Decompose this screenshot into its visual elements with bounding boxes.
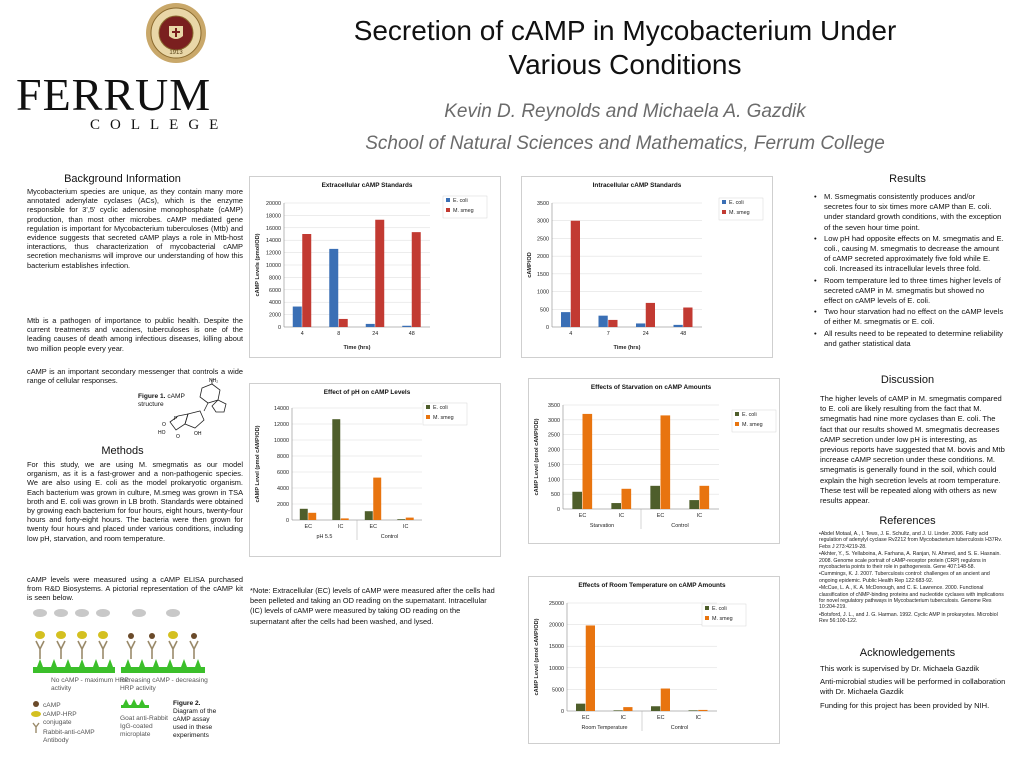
figure-1-text: cAMP structure: [138, 393, 185, 408]
chart-title: Extracellular cAMP Standards: [321, 182, 413, 189]
poster-title: [265, 14, 985, 82]
y-axis-label: cAMP Level (pmol cAMP/OD): [534, 618, 540, 696]
bar: [700, 486, 710, 509]
y-tick-label: 2500: [537, 236, 549, 243]
chart-title: Effects of Room Temperature on cAMP Amounts: [578, 582, 726, 589]
legend-label: E. coli: [453, 198, 468, 204]
legend-label: M. smeg: [433, 415, 454, 421]
y-tick-label: 1500: [548, 462, 560, 469]
background-paragraph-3: cAMP is an important secondary messenger that controls a wide range of cellular responses.: [27, 367, 243, 386]
legend-swatch: [735, 412, 739, 416]
bar: [308, 513, 316, 520]
y-tick-label: 500: [540, 307, 549, 314]
bar: [651, 706, 660, 711]
bar: [614, 710, 623, 711]
bar: [373, 478, 381, 520]
y-tick-label: 12000: [274, 422, 289, 428]
group-label: Control: [671, 523, 689, 529]
bar: [622, 489, 632, 509]
reference-5: •Botsford, J. L., and J. G. Harman. 1992. Cyclic AMP in prokaryotes. Microbiol Rev 56:100-122.: [819, 611, 998, 625]
y-tick-label: 0: [557, 507, 560, 513]
bar: [375, 220, 384, 327]
bar: [599, 316, 608, 327]
chart-legend: [702, 604, 746, 626]
y-tick-label: 10000: [549, 665, 564, 672]
x-tick-label: EC: [657, 715, 665, 721]
reference-4: •McCue, L. A., K. A. McDonough, and C. E. Lawrence. 2000. Functional classification of cNMP-binding proteins and nucleotide cyclases with implications for novel regulatory pathways in Mycobacterium tuberculosis. Genome Res 10:204-219.: [819, 585, 1004, 611]
y-tick-label: 18000: [266, 213, 281, 220]
background-paragraph-1: Mycobacterium species are unique, as they contain many more annotated adenylate cyclases (ACs), which is the enzyme responsible for 3',5' cyclic adenosine monophosphate (cAMP) production, than most other microbes. cAMP mediated gene regulation is important for Mycobacterium tuberculoses (Mtb) and evidence suggests that secreted cAMP plays a role in Mtb-host interactions, thus characterization of mycobacterial cAMP secretion mechanisms will improve our understanding of how this bacterium establishes infection.: [27, 187, 243, 270]
y-tick-label: 0: [561, 709, 564, 715]
chart-room-temperature-effect: [528, 576, 780, 744]
legend-swatch: [446, 198, 450, 202]
y-tick-label: 6000: [269, 287, 281, 294]
y-tick-label: 25000: [549, 601, 564, 607]
poster-school: School of Natural Sciences and Mathematics, Ferrum College: [365, 133, 885, 154]
methods-paragraph-1: For this study, we are using M. smegmatis as our model organism, as it is a fast-grower and a non-pathogenic species. We are also using E. coli as the model prokaryotic organism. Each bacterium was grown in culture, M.smeg was grown in TSA broth and E. coli was grown in LB broth. Standards were obtained by growing each bacterium for four hours, eight hours, twenty-four hours and forty-eight hours. The bacteria were then grown for twenty four hours and placed under various conditions, including low pH, starvation, and room temperature.: [27, 460, 243, 543]
ack-3: Funding for this project has been provided by NIH.: [820, 700, 990, 710]
bar: [341, 518, 349, 520]
bar: [586, 625, 595, 711]
legend-goat-plate: Goat anti-Rabbit IgG-coated microplate: [120, 715, 169, 738]
legend-label: M. smeg: [729, 210, 750, 216]
methods-heading: Methods: [101, 445, 144, 457]
legend-swatch: [735, 422, 739, 426]
legend-label: M. smeg: [453, 208, 474, 214]
y-tick-label: 10000: [266, 263, 281, 269]
y-tick-label: 6000: [277, 470, 289, 476]
results-bullet-2: • Low pH had opposite effects on M. smegmatis and E. coli., causing M. smegmatis to decrease the amount of cAMP secreted approximately five fold while E. coli. Increased its intracellular levels three fold.: [814, 234, 1004, 275]
legend-swatch: [722, 210, 726, 214]
chart-intracellular-svg: [522, 177, 772, 357]
x-tick-label: 8: [337, 331, 341, 337]
chart-ph-svg: [250, 384, 500, 556]
results-bullet-5: • All results need to be repeated to determine reliability and gather statistical data: [814, 329, 1004, 349]
x-tick-label: IC: [695, 715, 701, 721]
diagram-left-label: No cAMP - maximum HRP activity: [51, 677, 129, 692]
y-tick-label: 12000: [266, 250, 281, 257]
logo-wordmark: FERRUM: [16, 69, 212, 120]
figure-2-caption: [173, 700, 223, 740]
y-tick-label: 2000: [269, 312, 281, 319]
bar: [300, 509, 308, 520]
results-bullet-3: • Room temperature led to three times higher levels of secreted cAMP in M. smegmatis but showed no effect on cAMP levels of E. coli.: [814, 276, 1004, 307]
x-tick-label: IC: [696, 513, 703, 519]
x-tick-label: IC: [618, 513, 625, 519]
y-tick-label: 14000: [274, 406, 289, 412]
bar: [611, 503, 621, 509]
legend-swatch: [705, 616, 709, 620]
figure-1-label: Figure 1.: [138, 393, 166, 400]
bar: [339, 319, 348, 327]
y-tick-label: 3500: [548, 403, 560, 409]
reference-3: •Cummings, K. J. 2007. Tuberculosis control: challenges of an ancient and ongoing epidemic. Public Health Rep 122:683-92.: [819, 571, 990, 584]
svg-text:P: P: [174, 416, 178, 422]
y-tick-label: 0: [286, 518, 289, 524]
y-tick-label: 20000: [266, 201, 281, 207]
svg-text:O: O: [162, 422, 166, 428]
svg-text:HO: HO: [158, 430, 166, 436]
chart-legend: [423, 403, 467, 425]
legend-label: E. coli: [742, 412, 757, 418]
group-label: pH 5.5: [316, 534, 333, 540]
bar: [583, 414, 593, 509]
y-tick-label: 8000: [269, 275, 281, 282]
x-axis-label: Time (hrs): [613, 345, 641, 351]
y-tick-label: 1000: [548, 477, 560, 484]
results-heading: Results: [889, 173, 926, 185]
legend-label: M. smeg: [712, 616, 733, 622]
bar: [329, 249, 338, 327]
bar: [561, 312, 570, 327]
college-seal-icon: [145, 2, 207, 64]
y-tick-label: 2000: [277, 502, 289, 508]
bar: [576, 704, 585, 711]
references-list: [819, 531, 1007, 626]
bar: [571, 221, 580, 327]
y-axis-label: cAMP Level (pmol cAMP/OD): [255, 425, 261, 503]
group-label: Starvation: [589, 523, 615, 529]
bar: [683, 308, 692, 327]
svg-text:O: O: [176, 434, 180, 440]
acknowledgements-text: [820, 664, 1006, 711]
x-tick-label: EC: [369, 524, 377, 530]
y-tick-label: 3500: [537, 201, 549, 207]
measurement-note: *Note: Extracellular (EC) levels of cAMP were measured after the cells had been pelleted and taking an OD reading on the supernatant. Intracellular (IC) levels of cAMP were measured by taking OD reading on the supernatant after the cells had been washed, and lysed.: [250, 586, 495, 626]
x-tick-label: 4: [569, 331, 573, 337]
bar: [365, 511, 373, 520]
chart-ph-effect: [249, 383, 501, 557]
bar: [366, 324, 375, 327]
title-line-1: Secretion of cAMP in Mycobacterium Under: [353, 15, 897, 46]
chart-intracellular-standards: [521, 176, 773, 358]
poster-authors: Kevin D. Reynolds and Michaela A. Gazdik: [444, 101, 806, 122]
y-tick-label: 20000: [549, 622, 564, 629]
legend-label: E. coli: [729, 200, 744, 206]
logo-college: COLLEGE: [90, 117, 229, 133]
y-tick-label: 2000: [548, 447, 560, 454]
x-tick-label: IC: [620, 715, 626, 721]
results-list: [814, 192, 1004, 350]
bar: [674, 325, 683, 327]
y-tick-label: 2000: [537, 254, 549, 261]
legend-swatch: [426, 405, 430, 409]
x-tick-label: 48: [680, 331, 687, 337]
chart-legend: [443, 196, 487, 218]
y-tick-label: 16000: [266, 225, 281, 232]
y-tick-label: 15000: [549, 644, 564, 651]
y-tick-label: 1500: [537, 271, 549, 278]
y-tick-label: 4000: [269, 300, 281, 307]
y-tick-label: 14000: [266, 238, 281, 245]
camp-structure-diagram: [140, 378, 240, 440]
bar: [302, 234, 311, 327]
results-bullet-1: • M. Ssmegmatis consistently produces and/or secretes four to six times more cAMP than E. coli. under standard growth conditions, with the exception of the seven hour time point.: [814, 192, 1004, 233]
y-tick-label: 3000: [548, 417, 560, 424]
x-tick-label: 24: [642, 331, 649, 337]
chart-room-temperature-svg: [529, 577, 779, 743]
y-tick-label: 0: [546, 325, 549, 331]
background-heading: Background Information: [64, 173, 181, 185]
bar: [689, 710, 698, 711]
bar: [689, 500, 699, 509]
x-axis-label: Time (hrs): [343, 345, 371, 351]
y-tick-label: 5000: [552, 687, 564, 694]
bar: [572, 492, 582, 509]
diagram-right-label: Increasing cAMP - decreasing HRP activity: [120, 677, 208, 692]
figure-2-text: Diagram of the cAMP assay used in these experiments: [173, 708, 217, 739]
x-tick-label: EC: [582, 715, 590, 721]
ferrum-college-logo: [8, 0, 240, 140]
discussion-heading: Discussion: [880, 374, 935, 386]
chart-legend: [719, 198, 763, 220]
x-tick-label: 4: [300, 331, 304, 337]
bar: [650, 486, 660, 509]
svg-text:OH: OH: [194, 431, 202, 437]
bar: [661, 689, 670, 711]
results-bullet-4: • Two hour starvation had no effect on the cAMP levels of either M. smegmatis or E. coli.: [814, 307, 1004, 327]
reference-1: •Abdel Motaal, A., I. Tews, J. E. Schultz, and J. U. Linder. 2006. Fatty acid regulation of adenylyl cyclase Rv2212 from Mycobacterium tuberculosis H37Rv. Febs J 273:4219-28.: [819, 531, 1002, 550]
methods-paragraph-2: cAMP levels were measured using a cAMP ELISA purchased from R&D Biosystems. A pictorial representation of the cAMP kit is seen below.: [27, 575, 243, 603]
y-tick-label: 500: [551, 492, 560, 499]
svg-text:NH₂: NH₂: [209, 378, 219, 384]
x-tick-label: EC: [578, 513, 587, 519]
legend-swatch: [426, 415, 430, 419]
bar: [661, 415, 671, 509]
x-tick-label: EC: [656, 513, 665, 519]
x-tick-label: EC: [304, 524, 312, 530]
bar: [608, 320, 617, 327]
legend-label: E. coli: [712, 606, 727, 612]
chart-extracellular-svg: [250, 177, 500, 357]
legend-camp-hrp: cAMP-HRP conjugate: [43, 711, 77, 726]
chart-title: Effect of pH on cAMP Levels: [323, 389, 411, 396]
chart-legend: [732, 410, 776, 432]
title-line-2: Various Conditions: [508, 49, 742, 80]
seal-year: 1913: [169, 50, 183, 56]
x-tick-label: 24: [372, 331, 379, 337]
reference-2: •Akhter, Y., S. Yellaboina, A. Farhana, A. Ranjan, N. Ahmed, and S. E. Hasnain. 2008. Genome scale portrait of cAMP-receptor protein (CRP) regulons in mycobacteria points to their role in pathogenesis. Gene 407:148-58.: [819, 551, 1001, 571]
ack-1: This work is supervised by Dr. Michaela Gazdik: [820, 664, 980, 673]
group-label: Room Temperature: [581, 725, 628, 731]
y-tick-label: 3000: [537, 218, 549, 225]
acknowledgements-heading: Acknowledgements: [859, 647, 956, 659]
chart-title: Intracellular cAMP Standards: [592, 182, 682, 189]
bar: [412, 232, 421, 327]
group-label: Control: [380, 534, 399, 540]
y-tick-label: 1000: [537, 289, 549, 296]
bar: [646, 303, 655, 327]
bar: [293, 307, 302, 327]
legend-label: M. smeg: [742, 422, 763, 428]
y-axis-label: cAMP/OD: [527, 252, 533, 278]
y-tick-label: 4000: [277, 486, 289, 492]
background-paragraph-2: Mtb is a pathogen of importance to public health. Despite the current treatments and vaccines, tuberculoses is one of the leading causes of death among infectious diseases, killing about two million people every year.: [27, 316, 243, 353]
bar: [332, 419, 340, 520]
bar: [402, 326, 411, 327]
discussion-text: The higher levels of cAMP in M. smegmatis compared to E. coli are likely resulting from the fact that M. smegmatis had nine more cyclases than E. coli. The fact that our results showed M. smegmatis decreases cAMP secretion under low pH is interesting, as previous reports have suggested that M. bovis and Mtb increase cAMP secretion under these conditions. M. smegmatis is generally found in the soil, which could explain the high secretion levels at room temperature. These test will be repeated along with others as new results appear.: [820, 394, 1005, 506]
chart-extracellular-standards: [249, 176, 501, 358]
figure-2-label: Figure 2.: [173, 700, 201, 707]
bar: [636, 323, 645, 327]
bar: [623, 707, 632, 711]
legend-swatch: [705, 606, 709, 610]
x-tick-label: IC: [338, 524, 344, 530]
y-axis-label: cAMP Levels (pmol/OD): [255, 233, 261, 297]
chart-starvation-effect: [528, 378, 780, 544]
ack-2: Anti-microbial studies will be performed in collaboration with Dr. Michaela Gazdik: [820, 677, 1006, 697]
bar: [698, 710, 707, 711]
group-label: Control: [670, 725, 689, 731]
bar: [397, 519, 405, 520]
chart-starvation-svg: [529, 379, 779, 543]
y-axis-label: cAMP Level (pmol cAMP/OD): [534, 418, 540, 496]
legend-camp: cAMP: [43, 702, 61, 709]
chart-title: Effects of Starvation on cAMP Amounts: [590, 384, 712, 391]
legend-swatch: [722, 200, 726, 204]
x-tick-label: 48: [408, 331, 415, 337]
legend-rabbit-antibody: Rabbit-anti-cAMP Antibody: [43, 729, 95, 744]
legend-swatch: [446, 208, 450, 212]
y-tick-label: 2500: [548, 432, 560, 439]
legend-label: E. coli: [433, 405, 448, 411]
bar: [406, 518, 414, 520]
y-tick-label: 8000: [277, 454, 289, 460]
y-tick-label: 0: [278, 325, 281, 331]
x-tick-label: IC: [403, 524, 409, 530]
y-tick-label: 10000: [274, 438, 289, 444]
x-tick-label: 7: [606, 331, 610, 337]
references-heading: References: [879, 515, 936, 527]
